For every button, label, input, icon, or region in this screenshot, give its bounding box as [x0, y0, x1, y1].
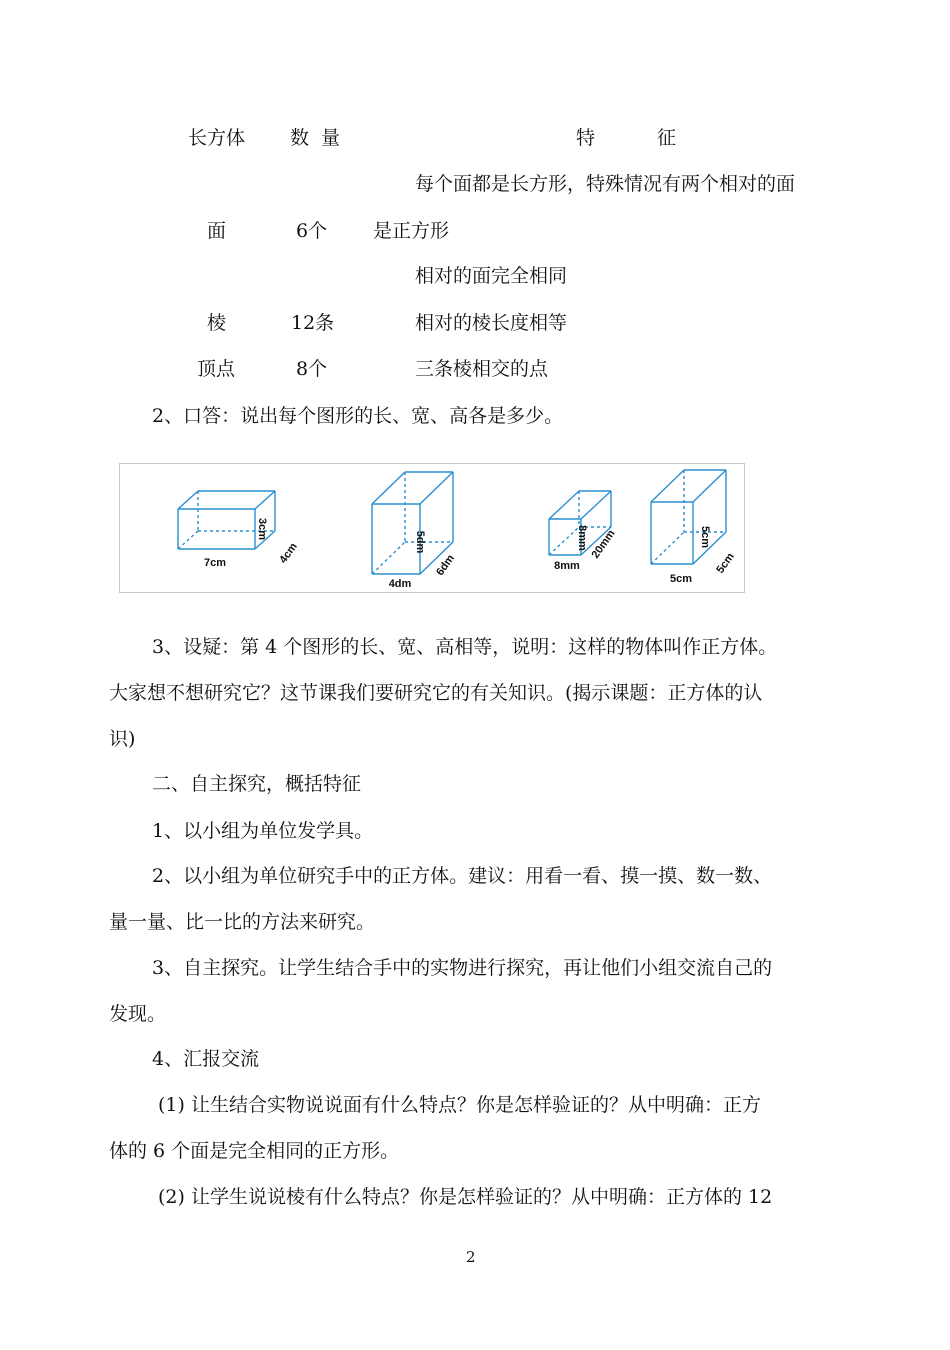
edge-feature: 相对的棱长度相等 [415, 312, 568, 334]
vertex-name: 顶点 [197, 358, 236, 380]
cuboid-figures [120, 464, 746, 594]
step3-line1: 3、自主探究。让学生结合手中的实物进行探究，再让他们小组交流自己的 [152, 957, 773, 979]
fig3-edge [581, 491, 611, 519]
face-feature-line1: 每个面都是长方形，特殊情况有两个相对的面 [415, 173, 796, 195]
figures-panel [119, 463, 745, 593]
vertex-feature: 三条棱相交的点 [415, 358, 549, 380]
fig2-edge [420, 472, 453, 504]
fig4-edge-hidden [651, 532, 684, 564]
fig3-edge [549, 491, 579, 519]
para3-line2: 大家想不想研究它？这节课我们要研究它的有关知识。(揭示课题：正方体的认 [109, 682, 763, 704]
edge-name: 棱 [207, 312, 227, 334]
table-header-feature: 特 征 [576, 127, 677, 149]
para3-line1: 3、设疑：第 4 个图形的长、宽、高相等，说明：这样的物体叫作正方体。 [152, 636, 778, 658]
report2-line1: (2) 让学生说说棱有什么特点？你是怎样验证的？从中明确：正方体的 12 [158, 1186, 773, 1208]
edge-count: 12条 [291, 312, 335, 334]
fig3-length-label: 8mm [554, 560, 580, 572]
fig1-height-label: 3cm [256, 517, 268, 541]
fig4-height-label: 5cm [699, 525, 711, 549]
fig2-height-label: 5dm [414, 530, 426, 554]
table-header-count: 数 量 [290, 127, 341, 149]
face-feature-line2: 是正方形 [373, 220, 450, 242]
vertex-count: 8个 [296, 358, 328, 380]
page-number: 2 [466, 1248, 476, 1266]
fig1-length-label: 7cm [203, 557, 227, 569]
step1: 1、以小组为单位发学具。 [152, 820, 374, 842]
fig3-width-label: 20mm [589, 527, 618, 561]
step4: 4、汇报交流 [152, 1048, 260, 1070]
fig1-edge [255, 491, 275, 509]
fig3-edge-hidden [549, 527, 579, 555]
fig4-edge [693, 470, 726, 502]
fig4-length-label: 5cm [669, 573, 693, 585]
face-name: 面 [207, 220, 227, 242]
fig1-width-label: 4cm [277, 540, 300, 566]
fig4-width-label: 5cm [714, 550, 737, 576]
face-count: 6个 [296, 220, 328, 242]
report1-line1: (1) 让生结合实物说说面有什么特点？你是怎样验证的？从中明确：正方 [158, 1094, 761, 1116]
face-feature-line3: 相对的面完全相同 [415, 265, 568, 287]
oral-question: 2、口答：说出每个图形的长、宽、高各是多少。 [152, 405, 564, 427]
table-header-cuboid: 长方体 [188, 127, 246, 149]
fig2-length-label: 4dm [388, 578, 412, 590]
step2-line1: 2、以小组为单位研究手中的正方体。建议：用看一看、摸一摸、数一数、 [152, 865, 773, 887]
fig2-edge-hidden [372, 542, 405, 574]
fig1-edge [178, 491, 198, 509]
section2-title: 二、自主探究，概括特征 [152, 773, 362, 795]
fig4-edge [651, 470, 684, 502]
fig2-edge [372, 472, 405, 504]
para3-line3: 识) [109, 728, 136, 750]
fig3-height-label: 8mm [576, 525, 588, 551]
fig2-width-label: 6dm [434, 552, 457, 578]
report1-line2: 体的 6 个面是完全相同的正方形。 [109, 1140, 400, 1162]
step3-line2: 发现。 [109, 1003, 167, 1025]
fig1-edge-hidden [178, 531, 198, 549]
step2-line2: 量一量、比一比的方法来研究。 [109, 911, 376, 933]
